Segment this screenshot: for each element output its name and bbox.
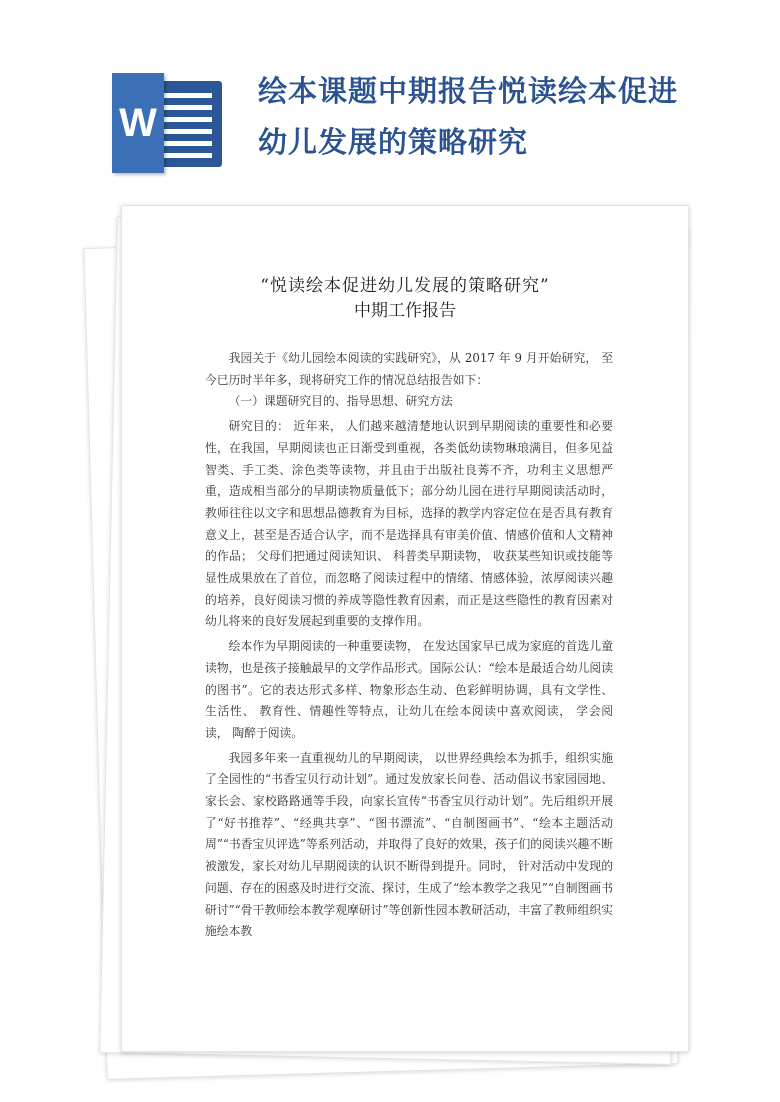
document-listing-title[interactable]: 绘本课题中期报告悦读绘本促进幼儿发展的策略研究	[258, 74, 679, 159]
document-body	[205, 348, 613, 943]
page-subtitle: 中期工作报告	[354, 301, 456, 321]
page-title: “悦读绘本促进幼儿发展的策略研究”	[260, 276, 550, 296]
document-page-preview[interactable]	[121, 205, 689, 1052]
section-heading: （一）课题研究目的、指导思想、研究方法	[228, 394, 453, 409]
paragraph: 研究目的： 近年来， 人们越来越清楚地认识到早期阅读的重要性和必要性，在我国，早期阅读也正日渐受到重视，各类低幼读物琳琅满目，但多见益智类、手工类、涂色类等读物，并且由于出版社良莠不齐，功利主义思想严重，造成相当部分的早期读物质量低下；部分幼儿园在进行早期阅读活动时， 教师往往以文字和思想品德教育为目标，选择的教学内容定位在是否具有教育意义上，甚至是否适合认字，而不是选择具有审美价值、情感价值和人文精神的作品； 父母们把通过阅读知识、 科普类早期读物， 收获某些知识或技能等显性成果放在了首位，而忽略了阅读过程中的情绪、情感体验，浓厚阅读兴趣的培养，良好阅读习惯的养成等隐性教育因素，而正是这些隐性的教育因素对幼儿将来的良好发展起到重要的支撑作用。	[205, 419, 613, 629]
word-icon-letter: W	[112, 73, 164, 173]
word-document-icon	[104, 73, 222, 165]
paragraph: 我园关于《幼儿园绘本阅读的实践研究》，从 2017 年 9 月开始研究， 至今已历时半年多，现将研究工作的情况总结报告如下：	[205, 351, 613, 387]
header	[0, 0, 780, 200]
word-icon-lines	[162, 93, 212, 165]
paragraph: 绘本作为早期阅读的一种重要读物， 在发达国家早已成为家庭的首选儿童读物，也是孩子接触最早的文学作品形式。国际公认：“绘本是最适合幼儿阅读的图书”。它的表达形式多样、物象形态生动、色彩鲜明协调，具有文学性、 生活性、 教育性、情趣性等特点，让幼儿在绘本阅读中喜欢阅读， 学会阅读， 陶醉于阅读。	[205, 639, 613, 740]
paragraph: 我园多年来一直重视幼儿的早期阅读， 以世界经典绘本为抓手，组织实施了全园性的“书香宝贝行动计划”。通过发放家长问卷、活动倡议书家园园地、 家长会、家校路路通等手段，向家长宣传“书香宝贝行动计划”。先后组织开展了“好书推荐”、“经典共享”、“图书漂流”、“自制图画书”、“绘本主题活动周”“书香宝贝评选”等系列活动，并取得了良好的效果，孩子们的阅读兴趣不断被激发，家长对幼儿早期阅读的认识不断得到提升。同时， 针对活动中发现的问题、存在的困惑及时进行交流、探讨，生成了“绘本教学之我见”“自制图画书研讨”“骨干教师绘本教学观摩研讨”等创新性园本教研活动，丰富了教师组织实施绘本教	[205, 750, 613, 939]
